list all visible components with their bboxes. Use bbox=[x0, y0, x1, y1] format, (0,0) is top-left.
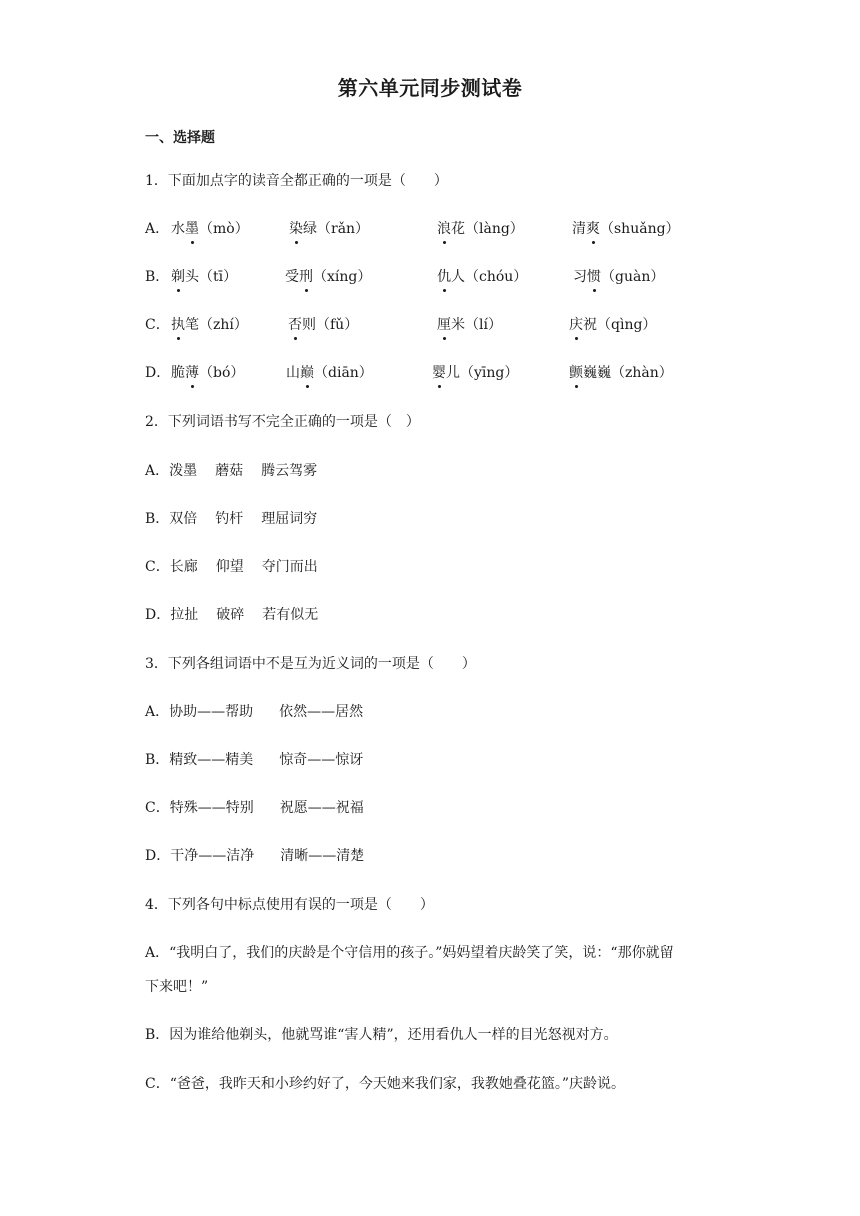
option-label: B． bbox=[145, 269, 170, 285]
q3-option-b: B．精致——精美 惊奇——惊讶 bbox=[145, 752, 364, 768]
question-1-stem: 1．下面加点字的读音全都正确的一项是（ ） bbox=[145, 173, 448, 189]
question-4-stem: 4．下列各句中标点使用有误的一项是（ ） bbox=[145, 897, 434, 913]
q1-option-b bbox=[145, 267, 745, 289]
pinyin-item: 受刑（xíng） bbox=[285, 269, 372, 285]
section-heading: 一、选择题 bbox=[145, 130, 215, 146]
q2-option-c: C．长廊 仰望 夺门而出 bbox=[145, 559, 318, 575]
pinyin-item: 清爽（shuǎng） bbox=[572, 221, 680, 237]
q2-option-d: D．拉扯 破碎 若有似无 bbox=[145, 607, 319, 623]
q1-option-c bbox=[145, 315, 745, 337]
q4-option-a-line-1: A．“我明白了，我们的庆龄是个守信用的孩子。”妈妈望着庆龄笑了笑，说：“那你就留 bbox=[145, 945, 674, 961]
pinyin-item: 厘米（lí） bbox=[437, 317, 502, 333]
option-label: D． bbox=[145, 365, 171, 381]
option-label: C． bbox=[145, 317, 170, 333]
option-label: A． bbox=[145, 221, 170, 237]
pinyin-item: 染绿（rǎn） bbox=[289, 221, 370, 237]
pinyin-item: 庆祝（qìng） bbox=[569, 317, 657, 333]
pinyin-item: 水墨（mò） bbox=[171, 221, 249, 237]
pinyin-item: 脆薄（bó） bbox=[171, 365, 245, 381]
pinyin-item: 婴儿（yīng） bbox=[432, 365, 519, 381]
pinyin-item: 执笔（zhí） bbox=[171, 317, 248, 333]
q3-option-d: D．干净——洁净 清晰——清楚 bbox=[145, 848, 365, 864]
pinyin-item: 习惯（guàn） bbox=[573, 269, 665, 285]
pinyin-item: 否则（fǔ） bbox=[288, 317, 359, 333]
pinyin-item: 剃头（tī） bbox=[171, 269, 238, 285]
q2-option-b: B．双倍 钓杆 理屈词穷 bbox=[145, 511, 318, 527]
q1-option-d bbox=[145, 363, 745, 385]
pinyin-item: 山巅（diān） bbox=[286, 365, 373, 381]
q1-option-a bbox=[145, 219, 745, 241]
q4-option-a-line-2: 下来吧！” bbox=[145, 979, 209, 995]
q4-option-b: B．因为谁给他剃头，他就骂谁“害人精”，还用看仇人一样的目光怒视对方。 bbox=[145, 1027, 618, 1043]
page-title: 第六单元同步测试卷 bbox=[337, 76, 523, 100]
q2-option-a: A．泼墨 蘑菇 腾云驾雾 bbox=[145, 463, 318, 479]
q4-option-c: C．“爸爸，我昨天和小珍约好了，今天她来我们家，我教她叠花篮。”庆龄说。 bbox=[145, 1076, 626, 1092]
pinyin-item: 颤巍巍（zhàn） bbox=[569, 365, 673, 381]
question-3-stem: 3．下列各组词语中不是互为近义词的一项是（ ） bbox=[145, 656, 476, 672]
pinyin-item: 仇人（chóu） bbox=[437, 269, 528, 285]
q3-option-a: A．协助——帮助 依然——居然 bbox=[145, 704, 364, 720]
q3-option-c: C．特殊——特别 祝愿——祝福 bbox=[145, 800, 364, 816]
pinyin-item: 浪花（làng） bbox=[437, 221, 524, 237]
question-2-stem: 2．下列词语书写不完全正确的一项是（ ） bbox=[145, 414, 420, 430]
